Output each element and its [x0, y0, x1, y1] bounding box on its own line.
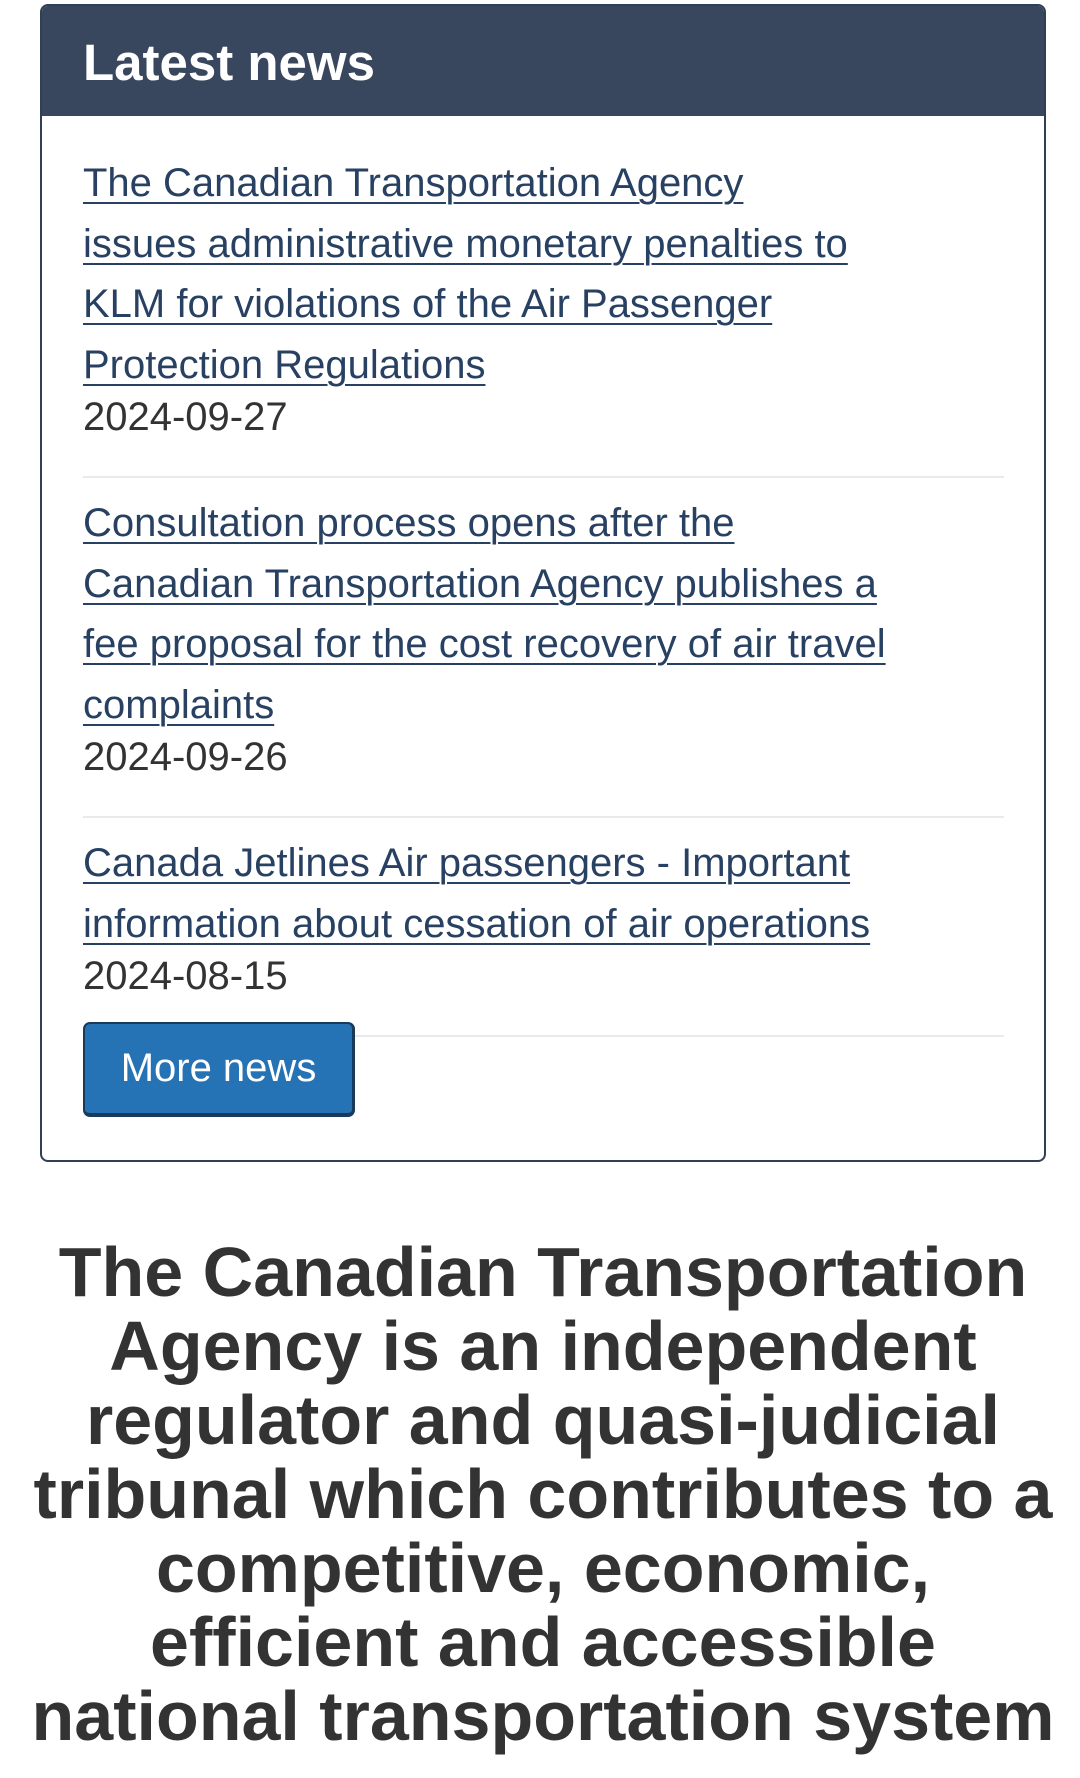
news-link-consultation-fee-proposal[interactable]: Consultation process opens after the Canadian Transportation Agency publishes a fee proposal for the cost recovery of air travel complaints	[83, 501, 886, 727]
news-date: 2024-09-26	[83, 735, 288, 779]
news-item	[83, 116, 1004, 478]
news-date: 2024-09-27	[83, 395, 288, 439]
latest-news-panel	[40, 4, 1046, 1162]
mission-statement: The Canadian Transportation Agency is an independent regulator and quasi-judicial tribunal which contributes to a competitive, economic, efficient and accessible national transportation system	[31, 1233, 1055, 1755]
news-date: 2024-08-15	[83, 954, 288, 998]
news-list	[83, 116, 1004, 1037]
news-link-canada-jetlines[interactable]: Canada Jetlines Air passengers - Important information about cessation of air operations	[83, 841, 871, 946]
panel-header	[42, 6, 1044, 116]
panel-body	[42, 116, 1044, 1037]
news-item	[83, 818, 1004, 1037]
panel-title: Latest news	[83, 33, 375, 91]
more-news-button[interactable]: More news	[83, 1022, 355, 1117]
news-link-klm-penalties[interactable]: The Canadian Transportation Agency issues administrative monetary penalties to KLM for violations of the Air Passenger Protection Regulations	[83, 161, 848, 387]
news-item	[83, 478, 1004, 818]
